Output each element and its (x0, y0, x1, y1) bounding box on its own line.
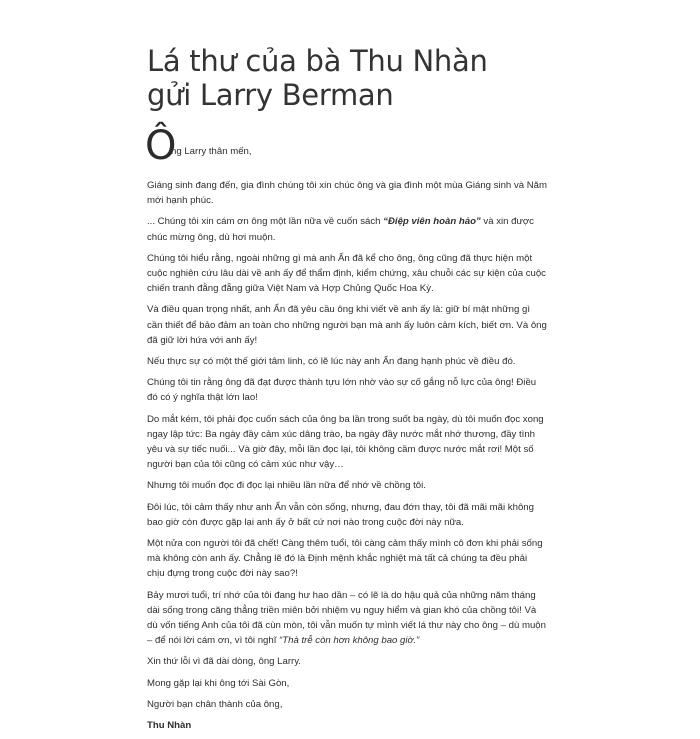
paragraph-11-text: Bảy mươi tuổi, trí nhớ của tôi đang hư hao dần – có lẽ là do hậu quả của những năm tháng dài sống trong căng thẳng triền miên bởi nhiệm vụ nguy hiểm và gian khó của chồng tôi! Và dù vốn tiếng Anh của tôi đã cùn mòn, tôi vẫn muốn tự mình viết lá thư này cho ông – dù muộn – để nói lời cám ơn, vì tôi nghĩ (147, 589, 546, 647)
page-title (147, 44, 488, 112)
book-title: “Điệp viên hoàn hảo” (383, 216, 481, 228)
paragraph-7: Do mắt kém, tôi phải đọc cuốn sách của ông ba lần trong suốt ba ngày, dù tôi muốn đọc xong ngay lập tức: Ba ngày đầy cảm xúc dâng trào, ba ngày đầy nước mắt nhớ thương, đầy tình yêu và sự tiếc nuối... Và giờ đây, mỗi lần đọc lại, tôi không cầm được nước mắt rơi! Một số người bạn của tôi cũng có cảm xúc như vậy… (147, 413, 544, 471)
paragraph-13: Mong gặp lại khi ông tới Sài Gòn, (147, 677, 290, 689)
paragraph-6: Chúng tôi tin rằng ông đã đạt được thành tựu lớn nhờ vào sự cố gắng nỗ lực của ông! Điều đó có ý nghĩa thật lớn lao! (147, 377, 537, 404)
paragraph-4: Và điều quan trọng nhất, anh Ẩn đã yêu cầu ông khi viết về anh ấy là: giữ bí mật những gì cần thiết để bảo đảm an toàn cho những người bạn mà anh ấy luôn cảm kích, biết ơn. Và ông đã giữ lời hứa với anh ấy! (147, 304, 547, 346)
paragraph-10: Một nửa con người tôi đã chết! Càng thêm tuổi, tôi càng cảm thấy mình cô đơn khi phải sống mà không còn anh ấy. Chẳng lẽ đó là Định mệnh khắc nghiệt mà tất cả chúng ta đều phải chịu đựng trong cuộc đời này sao?! (147, 538, 543, 580)
paragraph-9: Đôi lúc, tôi cảm thấy như anh Ẩn vẫn còn sống, nhưng, đau đớn thay, tôi đã mãi mãi không bao giờ còn được gặp lại anh ấy ở bất cứ nơi nào trong cuộc đời này nữa. (147, 501, 534, 528)
greeting-line (145, 123, 547, 170)
drop-cap: Ô (145, 123, 177, 169)
quote: “Thà trễ còn hơn không bao giờ.” (279, 635, 420, 647)
paragraph-2-end: và xin được chúc mừng ông, dù hơi muộn. (147, 216, 534, 243)
paragraph-12: Xin thứ lỗi vì đã dài dòng, ông Larry. (147, 656, 301, 668)
greeting: ng Larry thân mến, (171, 146, 252, 157)
paragraph-14: Người bạn chân thành của ông, (147, 698, 283, 710)
paragraph-8: Nhưng tôi muốn đọc đi đọc lại nhiều lần nữa để nhớ về chồng tôi. (147, 480, 426, 492)
paragraph-1: Giáng sinh đang đến, gia đình chúng tôi xin chúc ông và gia đình một mùa Giáng sinh và Năm mới hạnh phúc. (147, 180, 547, 207)
paragraph-2 (147, 214, 547, 244)
paragraph-11 (147, 588, 547, 649)
title-line-2: gửi Larry Berman (147, 78, 394, 112)
paragraph-3: Chúng tôi hiểu rằng, ngoài những gì mà anh Ẩn đã kể cho ông, ông cũng đã thực hiện một cuộc nghiên cứu lâu dài về anh ấy để thẩm định, kiểm chứng, xâu chuỗi các sự kiện của cuộc chiến tranh đằng đẵng giữa Việt Nam và Hợp Chủng Quốc Hoa Kỳ. (147, 252, 546, 295)
signature: Thu Nhàn (147, 720, 192, 732)
letter-body (145, 123, 547, 739)
title-line-1: Lá thư của bà Thu Nhàn (147, 44, 488, 78)
paragraph-5: Nếu thực sự có một thế giới tâm linh, có lẽ lúc này anh Ẩn đang hạnh phúc về điều đó. (147, 356, 516, 368)
paragraph-2-start: ... Chúng tôi xin cám ơn ông một lần nữa về cuốn sách (147, 216, 384, 228)
